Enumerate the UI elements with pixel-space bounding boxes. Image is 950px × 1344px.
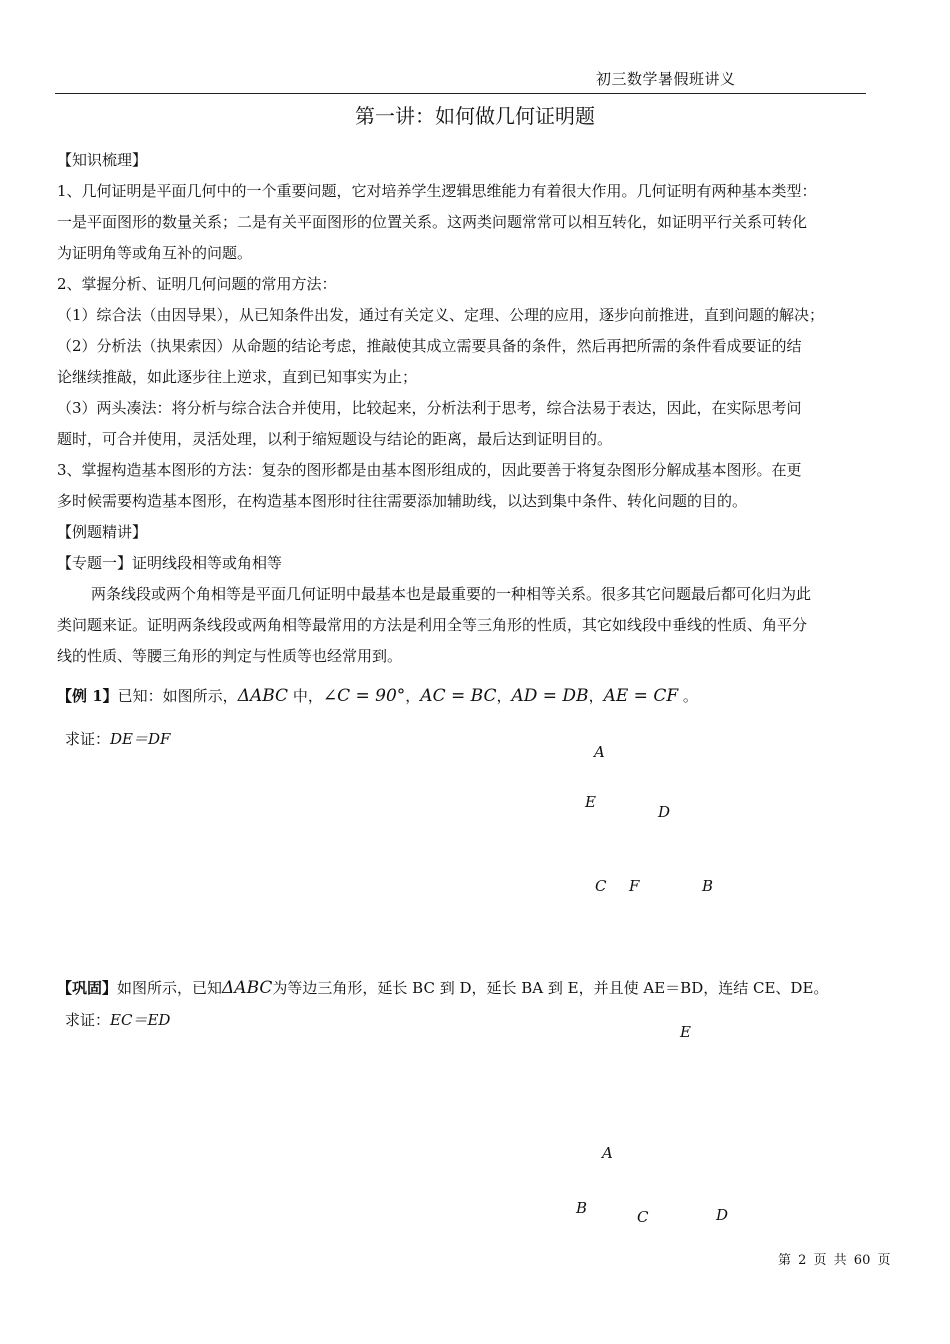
consolidate-prove: 求证：EC＝ED	[65, 1011, 171, 1029]
point-label-c: C	[637, 1208, 649, 1226]
header-rule	[55, 93, 866, 94]
paragraph-line: 类问题来证。证明两条线段或两角相等最常用的方法是利用全等三角形的性质，其它如线段中垂线的性质、角平分	[57, 616, 808, 634]
point-label-d: D	[658, 803, 671, 821]
example1-prove: 求证：DE＝DF	[65, 730, 171, 748]
consolidate-label: 【巩固】	[57, 979, 118, 997]
point-label-a: A	[602, 1144, 613, 1162]
paragraph-line: 为证明角等或角互补的问题。	[57, 244, 253, 262]
triangle-symbol: ΔABC	[237, 686, 289, 706]
example1-statement: 【例 1】已知：如图所示，ΔABC 中，∠C = 90°，AC = BC，AD = DB，AE = CF 。	[57, 686, 698, 706]
paragraph-line: 线的性质、等腰三角形的判定与性质等也经常用到。	[57, 647, 403, 665]
header-title: 初三数学暑假班讲义	[596, 70, 736, 88]
paragraph-line: 3、掌握构造基本图形的方法：复杂的图形都是由基本图形组成的，因此要善于将复杂图形分解成基本图形。在更	[57, 461, 802, 479]
consolidate-statement: 【巩固】如图所示，已知ΔABC为等边三角形，延长 BC 到 D，延长 BA 到 E，并且使 AE＝BD，连结 CE、DE。	[57, 978, 829, 998]
paragraph-line: 1、几何证明是平面几何中的一个重要问题，它对培养学生逻辑思维能力有着很大作用。几何证明有两种基本类型：	[57, 182, 817, 200]
section-knowledge: 【知识梳理】	[57, 151, 148, 169]
paragraph-line: （1）综合法（由因导果），从已知条件出发，通过有关定义、定理、公理的应用，逐步向前推进，直到问题的解决；	[57, 306, 825, 324]
point-label-e: E	[585, 793, 596, 811]
point-label-f: F	[629, 877, 640, 895]
example1-label: 【例 1】	[57, 687, 118, 705]
page-number: 第 2 页 共 60 页	[778, 1253, 891, 1268]
doc-title: 第一讲：如何做几何证明题	[355, 104, 595, 128]
point-label-b: B	[576, 1199, 588, 1217]
point-label-a: A	[594, 743, 605, 761]
point-label-b: B	[702, 877, 714, 895]
paragraph-line: （3）两头凑法：将分析与综合法合并使用，比较起来，分析法利于思考，综合法易于表达，因此，在实际思考问	[57, 399, 802, 417]
paragraph-line: 一是平面图形的数量关系；二是有关平面图形的位置关系。这两类问题常常可以相互转化，如证明平行关系可转化	[57, 213, 808, 231]
paragraph-line: 论继续推敲，如此逐步往上逆求，直到已知事实为止；	[57, 368, 418, 386]
section-examples: 【例题精讲】	[57, 523, 148, 541]
paragraph-line: 两条线段或两个角相等是平面几何证明中最基本也是最重要的一种相等关系。很多其它问题最后都可化归为此	[91, 585, 812, 603]
point-label-c: C	[595, 877, 607, 895]
topic-heading: 【专题一】证明线段相等或角相等	[57, 554, 283, 572]
triangle-symbol: ΔABC	[222, 978, 273, 998]
point-label-d: D	[716, 1206, 729, 1224]
paragraph-line: 多时候需要构造基本图形，在构造基本图形时往往需要添加辅助线，以达到集中条件、转化问题的目的。	[57, 492, 748, 510]
paragraph-line: 2、掌握分析、证明几何问题的常用方法：	[57, 275, 337, 293]
paragraph-line: 题时，可合并使用，灵活处理，以利于缩短题设与结论的距离，最后达到证明目的。	[57, 430, 613, 448]
point-label-e: E	[680, 1023, 691, 1041]
paragraph-line: （2）分析法（执果索因）从命题的结论考虑，推敲使其成立需要具备的条件，然后再把所需的条件看成要证的结	[57, 337, 802, 355]
